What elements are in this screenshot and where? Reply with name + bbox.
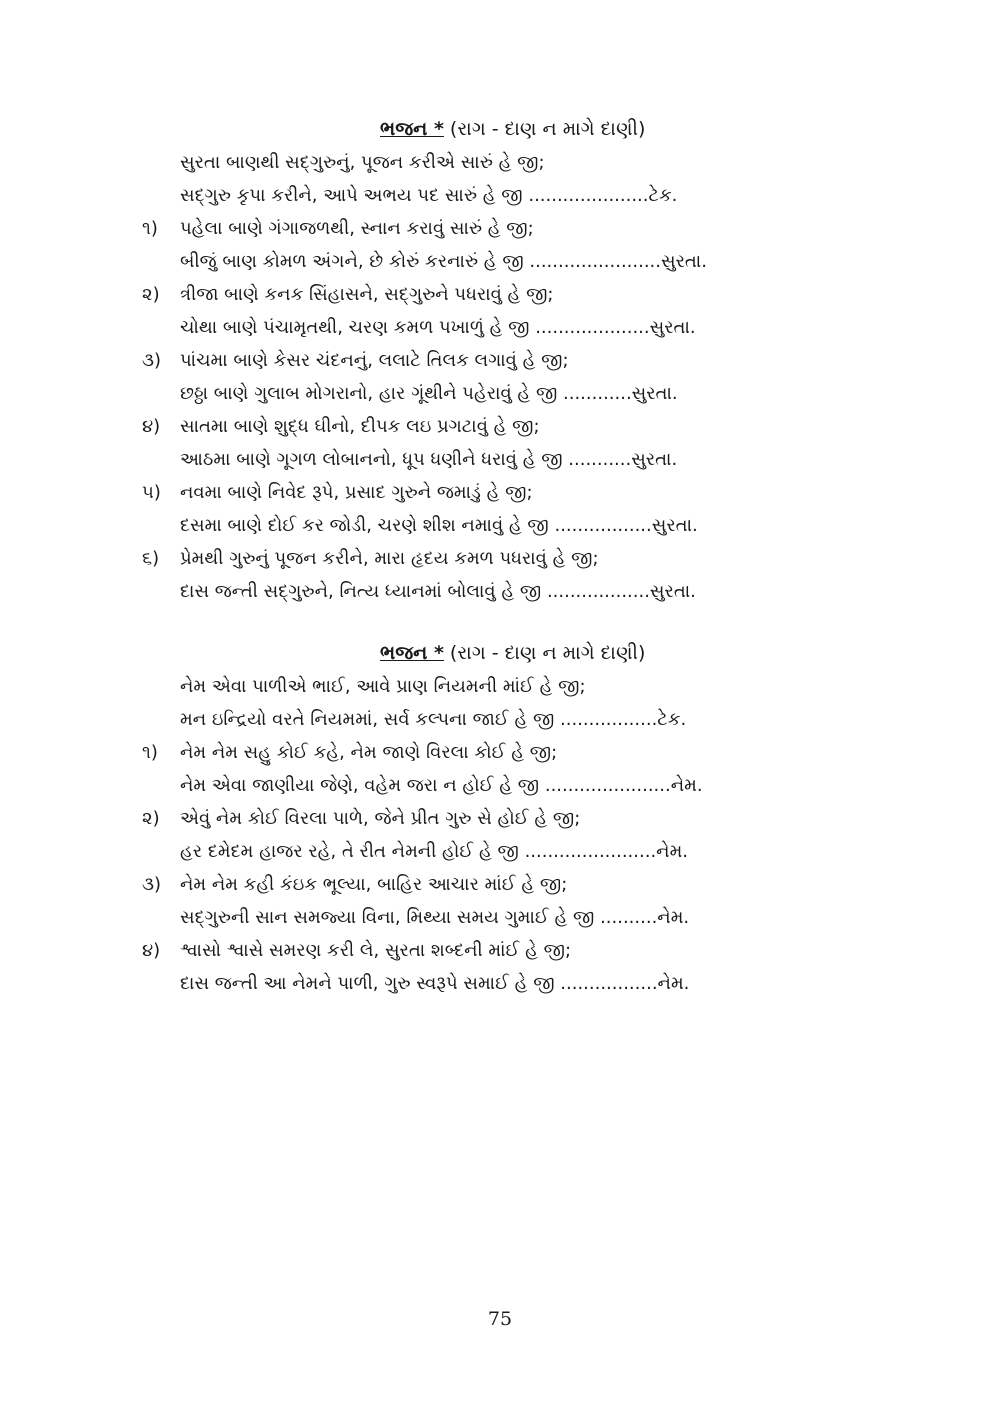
bhajan-1-stanza-5-line-2 (0, 509, 1000, 542)
stanza-number: ૧) (142, 218, 158, 239)
verse-line: પ્રેમથી ગુરુનું પૂજન કરીને, મારા હૃદય કમળ પધરાવું હે જી; (180, 548, 599, 569)
verse-line: નેમ એવા પાળીએ ભાઈ, આવે પ્રાણ નિયમની માંઈ હે જી; (180, 676, 586, 697)
bhajan-1-tek-line (0, 179, 1000, 212)
verse-line: આઠમા બાણે ગૂગળ લોબાનનો, ધૂપ ધણીને ધરાવું હે જી ...........સુરતા. (180, 449, 678, 470)
stanza-number: ૬) (142, 548, 160, 569)
bhajan-1-stanza-4 (0, 410, 1000, 443)
page-number: 75 (487, 1308, 513, 1330)
bhajan-2-stanza-3-line-2 (0, 901, 1000, 934)
verse-line: ત્રીજા બાણે કનક સિંહાસને, સદ્ગુરુને પધરાવું હે જી; (180, 284, 554, 305)
bhajan-1-stanza-4-line-2 (0, 443, 1000, 476)
bhajan-1-stanza-1-line-2 (0, 245, 1000, 278)
bhajan-2-stanza-1-line-2 (0, 769, 1000, 802)
bhajan-2-stanza-2-line-2 (0, 835, 1000, 868)
verse-line: સદ્ગુરુની સાન સમજ્યા વિના, મિથ્યા સમય ગુમાઈ હે જી ..........નેમ. (180, 907, 690, 928)
bhajan-2-title: ભજન * (380, 642, 444, 664)
stanza-number: ૩) (142, 350, 162, 371)
bhajan-1-stanza-1 (0, 212, 1000, 245)
verse-line: નેમ નેમ સહુ કોઈ કહે, નેમ જાણે વિરલા કોઈ હે જી; (180, 742, 558, 763)
bhajan-1-stanza-2-line-2 (0, 311, 1000, 344)
stanza-number: ૫) (142, 482, 161, 503)
bhajan-1-raag: (રાગ - દાણ ન માગે દાણી) (443, 118, 646, 140)
stanza-number: ૧) (142, 742, 158, 763)
verse-line: મન ઇન્દ્રિયો વરતે નિયમમાં, સર્વ કલ્પના જાઈ હે જી .................ટેક. (180, 709, 687, 730)
verse-line: સુરતા બાણથી સદ્ગુરુનું, પૂજન કરીએ સારું હે જી; (180, 152, 545, 173)
bhajan-2-stanza-3 (0, 868, 1000, 901)
stanza-number: ૪) (142, 940, 161, 961)
verse-line: નેમ એવા જાણીયા જેણે, વહેમ જરા ન હોઈ હે જી ......................નેમ. (180, 775, 703, 796)
bhajan-2-stanza-4-line-2 (0, 967, 1000, 1000)
verse-line: દાસ જન્તી સદ્ગુરુને, નિત્ય ધ્યાનમાં બોલાવું હે જી ..................સુરતા. (180, 581, 696, 602)
stanza-number: ૩) (142, 874, 162, 895)
verse-line: છઠ્ઠા બાણે ગુલાબ મોગરાનો, હાર ગૂંથીને પહેરાવું હે જી ............સુરતા. (180, 383, 678, 404)
bhajan-2-heading (380, 636, 720, 670)
verse-line: સાતમા બાણે શુદ્ધ ઘીનો, દીપક લઇ પ્રગટાવું હે જી; (180, 416, 540, 437)
verse-line: હર દમેદમ હાજર રહે, તે રીત નેમની હોઈ હે જી .......................નેમ. (180, 841, 689, 862)
verse-line: નવમા બાણે નિવેદ રૂપે, પ્રસાદ ગુરુને જમાડું હે જી; (180, 482, 533, 503)
verse-line: એવું નેમ કોઈ વિરલા પાળે, જેને પ્રીત ગુરુ સે હોઈ હે જી; (180, 808, 581, 829)
bhajan-1-stanza-3 (0, 344, 1000, 377)
bhajan-1-stanza-6-line-2 (0, 575, 1000, 608)
verse-line: પાંચમા બાણે કેસર ચંદનનું, લલાટે તિલક લગાવું હે જી; (180, 350, 569, 371)
bhajan-2-stanza-2 (0, 802, 1000, 835)
verse-line: દાસ જન્તી આ નેમને પાળી, ગુરુ સ્વરૂપે સમાઈ હે જી .................નેમ. (180, 973, 690, 994)
bhajan-1-heading (380, 112, 720, 146)
verse-line: પહેલા બાણે ગંગાજળથી, સ્નાન કરાવું સારું હે જી; (180, 218, 534, 239)
bhajan-1-stanza-3-line-2 (0, 377, 1000, 410)
bhajan-1-stanza-6 (0, 542, 1000, 575)
bhajan-1-tek-line (0, 146, 1000, 179)
bhajan-2-stanza-4 (0, 934, 1000, 967)
verse-line: સદ્ગુરુ કૃપા કરીને, આપે અભય પદ સારું હે જી .....................ટેક. (180, 185, 678, 206)
stanza-number: ૨) (142, 808, 160, 829)
stanza-number: ૪) (142, 416, 161, 437)
bhajan-1-stanza-5 (0, 476, 1000, 509)
bhajan-2-raag: (રાગ - દાણ ન માગે દાણી) (443, 642, 646, 664)
verse-line: નેમ નેમ કહી કંઇક ભૂલ્યા, બાહિર આચાર માંઈ હે જી; (180, 874, 568, 895)
bhajan-2-tek-line (0, 670, 1000, 703)
verse-line: શ્વાસો શ્વાસે સમરણ કરી લે, સુરતા શબ્દની માંઈ હે જી; (180, 940, 572, 961)
bhajan-1-stanza-2 (0, 278, 1000, 311)
bhajan-2-tek-line (0, 703, 1000, 736)
verse-line: દસમા બાણે દોઈ કર જોડી, ચરણે શીશ નમાવું હે જી .................સુરતા. (180, 515, 698, 536)
bhajan-2-stanza-1 (0, 736, 1000, 769)
verse-line: ચોથા બાણે પંચામૃતથી, ચરણ કમળ પખાળું હે જી ....................સુરતા. (180, 317, 696, 338)
bhajan-1-title: ભજન * (380, 118, 444, 140)
verse-line: બીજું બાણ કોમળ અંગને, છે કોરું કરનારું હે જી .......................સુરતા. (180, 251, 707, 272)
stanza-number: ૨) (142, 284, 160, 305)
